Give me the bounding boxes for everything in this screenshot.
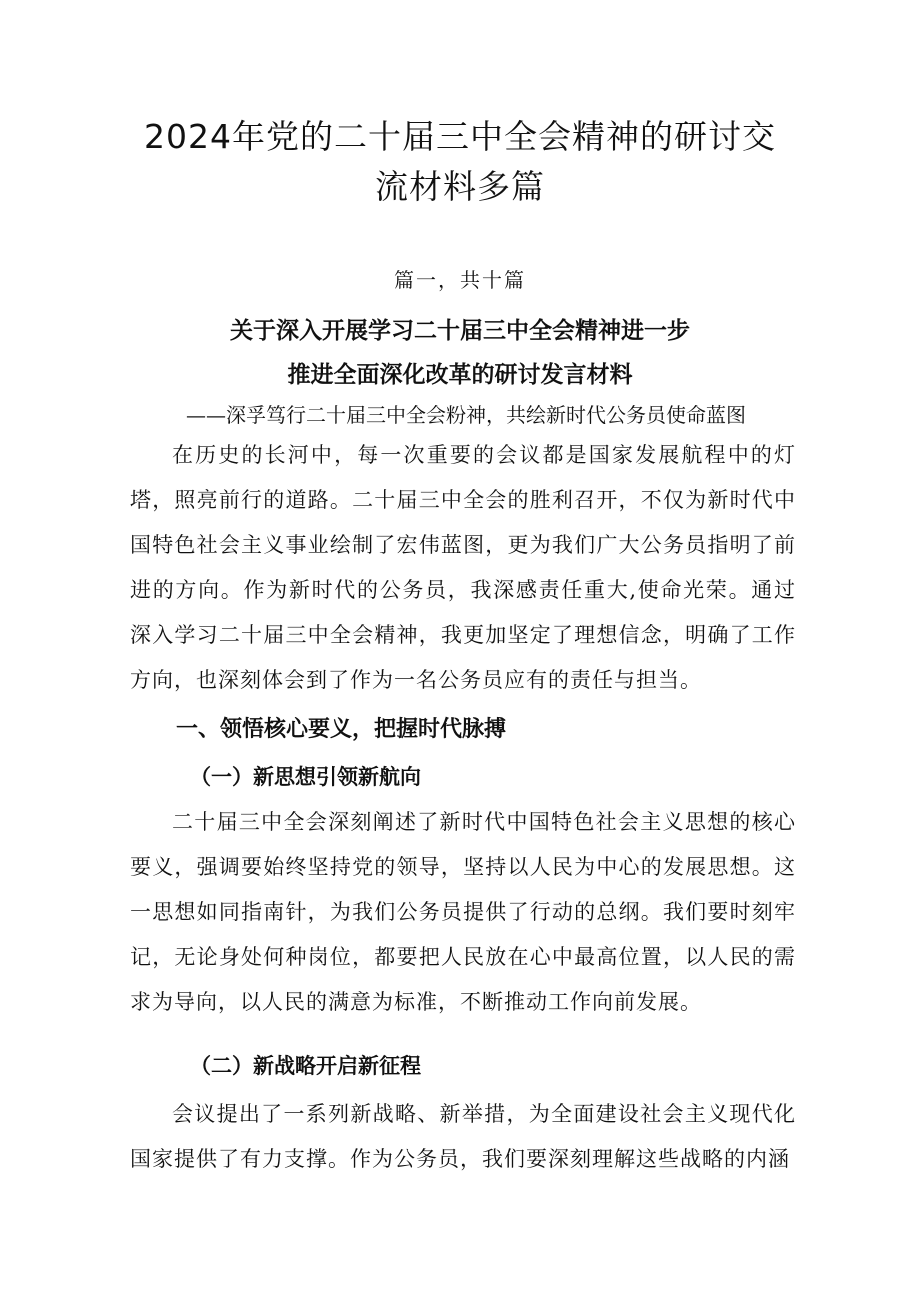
heading-subsection-1-1: （一）新思想引领新航向 — [190, 765, 421, 789]
subtitle-line-1: 关于深入开展学习二十届三中全会精神进一步 — [230, 318, 690, 344]
document-title-line-1: 2024年党的二十届三中全会精神的研讨交 — [144, 117, 776, 156]
tagline: ——深孚笃行二十届三中全会粉神，共绘新时代公务员使命蓝图 — [186, 403, 746, 427]
paragraph-new-strategy: 会议提出了一系列新战略、新举措，为全面建设社会主义现代化国家提供了有力支撑。作为公务员，我们要深刻理解这些战略的内涵 — [130, 1102, 796, 1171]
heading-section-1: 一、领悟核心要义，把握时代脉搏 — [176, 717, 507, 742]
section-label: 篇一，共十篇 — [394, 268, 526, 292]
document-title-line-2: 流材料多篇 — [375, 167, 545, 206]
paragraph-new-thought: 二十届三中全会深刻阐述了新时代中国特色社会主义思想的核心要义，强调要始终坚持党的领导，坚持以人民为中心的发展思想。这一思想如同指南针，为我们公务员提供了行动的总纲。我们要时刻牢记，无论身处何种岗位，都要把人民放在心中最高位置，以人民的需求为导向，以人民的满意为标准，不断推动工作向前发展。 — [130, 810, 796, 1014]
heading-subsection-1-2: （二）新战略开启新征程 — [190, 1054, 421, 1078]
document-title — [120, 112, 800, 212]
paragraph-intro: 在历史的长河中，每一次重要的会议都是国家发展航程中的灯塔，照亮前行的道路。二十届三中全会的胜利召开，不仅为新时代中国特色社会主义事业绘制了宏伟蓝图，更为我们广大公务员指明了前进的方向。作为新时代的公务员，我深感责任重大,使命光荣。通过深入学习二十届三中全会精神，我更加坚定了理想信念，明确了工作方向，也深刻体会到了作为一名公务员应有的责任与担当。 — [130, 443, 796, 692]
subtitle-line-2: 推进全面深化改革的研讨发言材料 — [287, 362, 633, 388]
